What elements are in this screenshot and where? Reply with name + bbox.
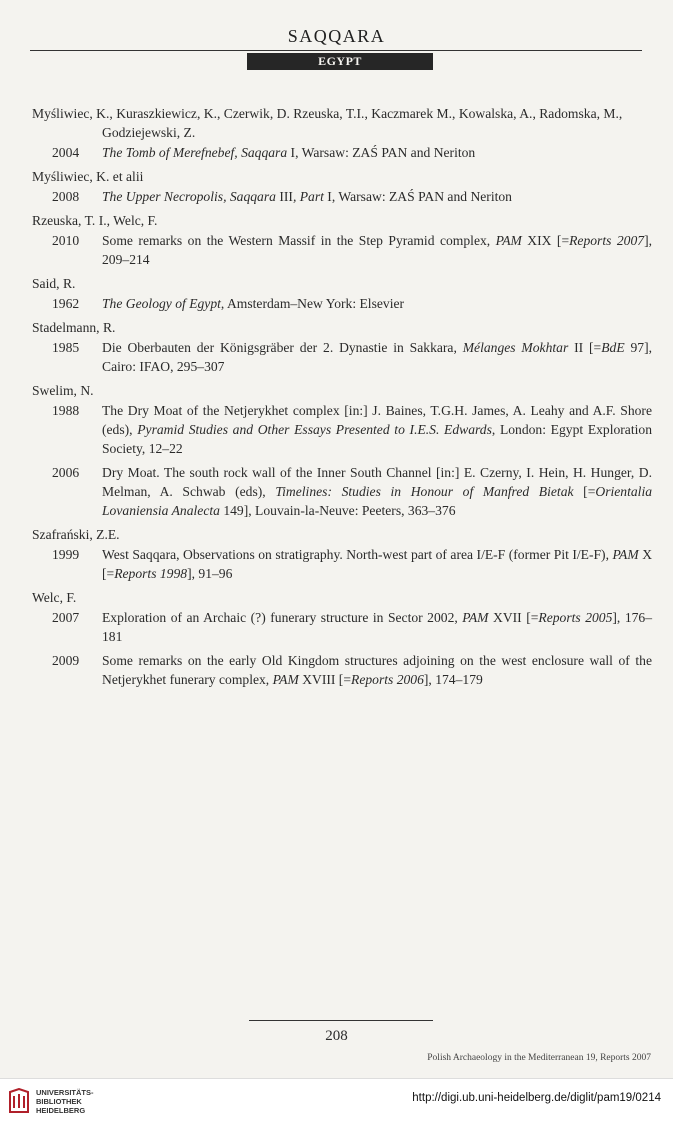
- reference-text-part: XVII [=: [488, 610, 539, 625]
- reference-text-part: ], 91–96: [187, 566, 233, 581]
- page-title: SAQQARA: [287, 26, 386, 46]
- reference-year: 2006: [52, 465, 80, 480]
- reference-entry: [32, 545, 652, 583]
- reference-text-part: Some remarks on the early Old Kingdom structures adjoining on the west enclosure wall of the Netjerykhet funerary complex,: [102, 653, 652, 687]
- reference-year: 1988: [52, 403, 80, 418]
- library-name: [36, 1088, 94, 1115]
- reference-entry: [32, 463, 652, 520]
- reference-year: 2007: [52, 610, 80, 625]
- reference-entry: [32, 401, 652, 458]
- reference-title-italic: Reports 2007: [569, 233, 645, 248]
- reference-year: 2010: [52, 233, 80, 248]
- reference-title-italic: Mélanges Mokhtar: [462, 340, 569, 355]
- reference-entry: [32, 187, 652, 206]
- reference-title-italic: The Geology of Egypt: [102, 296, 221, 311]
- reference-text: [102, 651, 652, 689]
- reference-text: [102, 187, 652, 206]
- reference-text-part: XVIII [=: [298, 672, 352, 687]
- reference-text-part: I, Warsaw: ZAŚ PAN and Neriton: [287, 145, 476, 160]
- reference-title-italic: PAM: [495, 233, 522, 248]
- reference-list: [32, 104, 652, 694]
- header-rule: [30, 50, 642, 51]
- reference-title-italic: The Tomb of Merefnebef, Saqqara: [102, 145, 288, 160]
- reference-title-italic: Timelines: Studies in Honour of Manfred Bietak: [275, 484, 574, 499]
- reference-title-italic: PAM: [462, 610, 489, 625]
- reference-author: Stadelmann, R.: [32, 320, 116, 335]
- reference-text: [102, 294, 652, 313]
- reference-title-italic: Pyramid Studies and Other Essays Presented to I.E.S. Edwards: [137, 422, 492, 437]
- reference-text: [102, 608, 652, 646]
- reference-year: 2004: [52, 145, 80, 160]
- reference-entry: [32, 608, 652, 646]
- reference-text-part: XIX [=: [521, 233, 570, 248]
- reference-author: Szafrański, Z.E.: [32, 527, 120, 542]
- reference-title-italic: Orientalia Lovaniensia Analecta: [102, 484, 653, 518]
- reference-entry: [32, 338, 652, 376]
- reference-author: Welc, F.: [32, 590, 77, 605]
- reference-text-part: 97], Cairo: IFAO, 295–307: [102, 340, 653, 374]
- reference-year: 2009: [52, 653, 80, 668]
- reference-author: Myśliwiec, K. et alii: [32, 169, 144, 184]
- reference-text-part: Some remarks on the Western Massif in the Step Pyramid complex,: [102, 233, 496, 248]
- reference-text-part: ], 176–181: [102, 610, 653, 644]
- reference-text-part: ], 174–179: [423, 672, 483, 687]
- reference-text-part: , Amsterdam–New York: Elsevier: [220, 296, 405, 311]
- reference-year: 1985: [52, 340, 80, 355]
- reference-title-italic: Reports 2005: [538, 610, 613, 625]
- reference-text-part: Dry Moat. The south rock wall of the Inner South Channel [in:] E. Czerny, I. Hein, H. Hunger, D. Melman, A. Schwab (eds),: [102, 465, 652, 499]
- reference-text-part: The Dry Moat of the Netjerykhet complex [in:] J. Baines, T.G.H. James, A. Leahy and A.F. Shore (eds),: [102, 403, 652, 437]
- reference-text-part: ], 209–214: [102, 233, 653, 267]
- reference-entry: [32, 231, 652, 269]
- footer-rule: [249, 1020, 433, 1021]
- reference-title-italic: Reports 1998: [114, 566, 188, 581]
- reference-year: 1999: [52, 547, 80, 562]
- reference-text: [102, 401, 652, 458]
- reference-text-part: III: [275, 189, 293, 204]
- reference-title-italic: The Upper Necropolis, Saqqara: [102, 189, 276, 204]
- library-bar: [0, 1078, 673, 1124]
- reference-text: [102, 338, 652, 376]
- reference-author: Swelim, N.: [32, 383, 94, 398]
- reference-author: Myśliwiec, K., Kuraszkiewicz, K., Czerwik, D. Rzeuska, T.I., Kaczmarek M., Kowalska, A., Radomska, M., Godziejewski, Z.: [32, 106, 623, 140]
- library-logo-icon: [8, 1088, 30, 1114]
- page-number: 208: [325, 1028, 348, 1044]
- reference-text-part: I, Warsaw: ZAŚ PAN and Neriton: [323, 189, 512, 204]
- journal-citation: Polish Archaeology in the Mediterranean 19, Reports 2007: [427, 1053, 651, 1063]
- reference-title-italic: PAM: [612, 547, 639, 562]
- reference-year: 2008: [52, 189, 80, 204]
- library-name-line: BIBLIOTHEK: [36, 1097, 82, 1106]
- reference-text-part: II [=: [568, 340, 602, 355]
- reference-author: Rzeuska, T. I., Welc, F.: [32, 213, 158, 228]
- reference-text-part: Die Oberbauten der Königsgräber der 2. Dynastie in Sakkara,: [102, 340, 463, 355]
- reference-title-italic: PAM: [272, 672, 299, 687]
- reference-text-part: Exploration of an Archaic (?) funerary structure in Sector 2002,: [102, 610, 463, 625]
- reference-text-part: X [=: [102, 547, 653, 581]
- reference-title-italic: , Part: [292, 189, 324, 204]
- reference-text-part: , London: Egypt Exploration Society, 12–22: [102, 422, 652, 456]
- reference-text-part: West Saqqara, Observations on stratigraphy. North-west part of area I/E-F (former Pit I/E-F),: [102, 547, 613, 562]
- section-label: EGYPT: [247, 53, 433, 70]
- library-name-line: HEIDELBERG: [36, 1106, 86, 1115]
- reference-text: [102, 231, 652, 269]
- reference-text: [102, 463, 652, 520]
- reference-text: [102, 143, 652, 162]
- reference-title-italic: Reports 2006: [351, 672, 424, 687]
- reference-entry: [32, 651, 652, 689]
- reference-text-part: 149], Louvain-la-Neuve: Peeters, 363–376: [219, 503, 456, 518]
- reference-title-italic: BdE: [601, 340, 625, 355]
- reference-text: [102, 545, 652, 583]
- reference-author: Said, R.: [32, 276, 76, 291]
- reference-entry: [32, 143, 652, 162]
- source-url-link[interactable]: http://digi.ub.uni-heidelberg.de/diglit/pam19/0214: [412, 1092, 661, 1104]
- reference-text-part: [=: [573, 484, 596, 499]
- library-name-line: UNIVERSITÄTS-: [36, 1088, 94, 1097]
- reference-year: 1962: [52, 296, 80, 311]
- reference-entry: [32, 294, 652, 313]
